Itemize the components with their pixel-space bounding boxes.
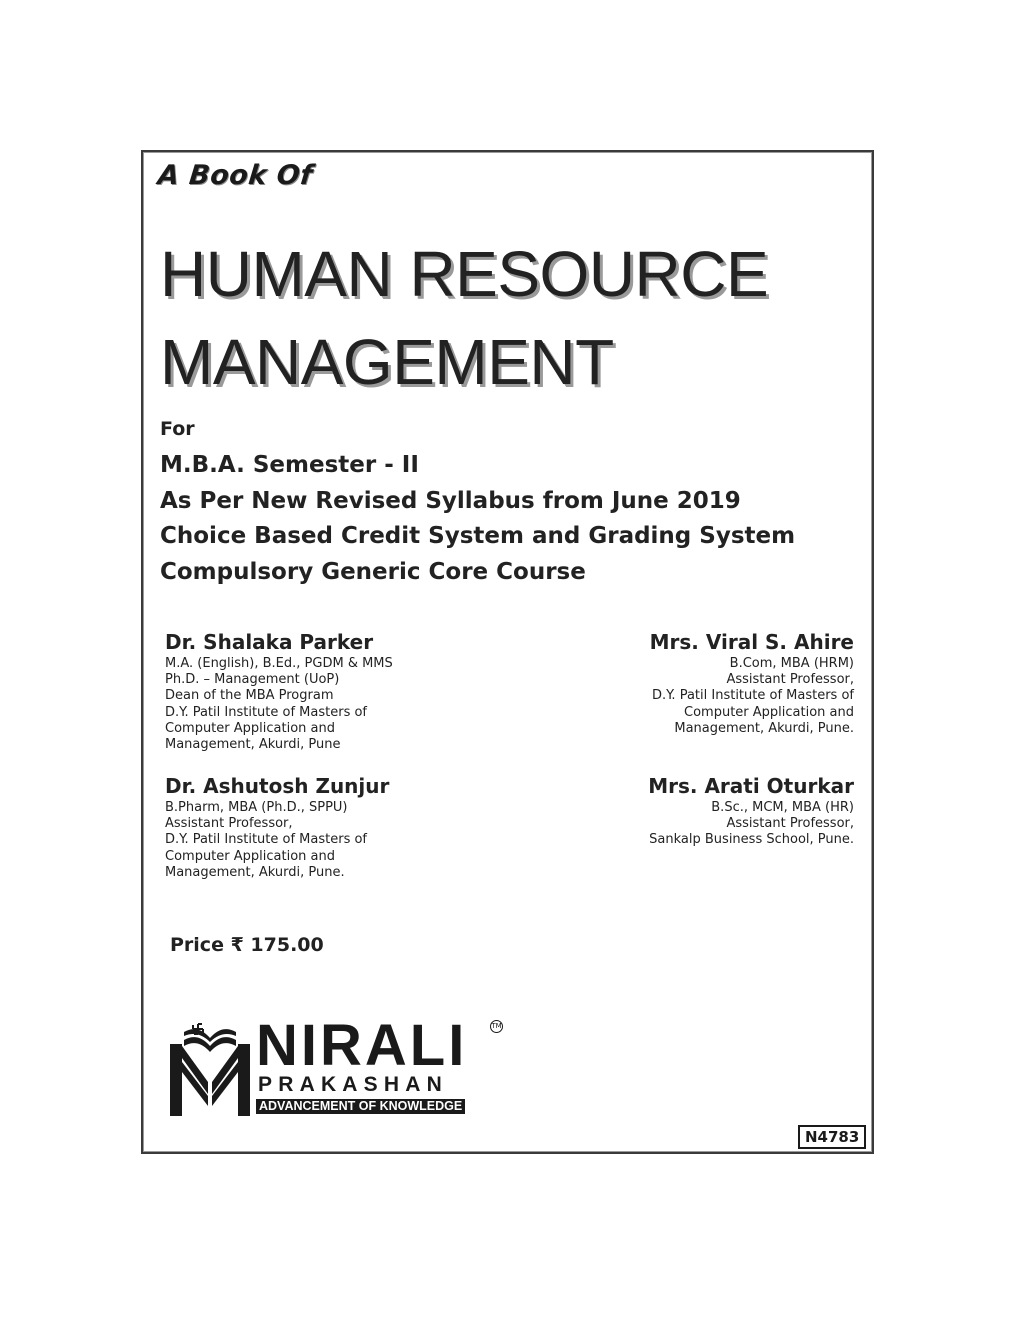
- publisher-name: NIRALI: [256, 1013, 468, 1078]
- publisher-tagline: ADVANCEMENT OF KNOWLEDGE: [256, 1099, 465, 1114]
- publisher-subname: PRAKASHAN: [258, 1073, 448, 1096]
- author-detail: B.Com, MBA (HRM): [729, 656, 854, 671]
- course-info: [160, 448, 795, 590]
- course-line-credit-system: Choice Based Credit System and Grading System: [160, 523, 796, 549]
- author-detail: Management, Akurdi, Pune.: [674, 720, 854, 736]
- author-block-viral-ahire: [524, 630, 854, 737]
- author-detail: Computer Application and: [684, 704, 854, 720]
- course-line-core-course: Compulsory Generic Core Course: [160, 558, 586, 585]
- author-detail: D.Y. Patil Institute of Masters of: [165, 704, 368, 720]
- author-detail: Assistant Professor,: [165, 816, 293, 832]
- author-detail: Assistant Professor,: [726, 672, 854, 688]
- book-of-label: A Book Of: [156, 160, 315, 191]
- author-detail: Dean of the MBA Program: [165, 688, 334, 704]
- course-line-syllabus: As Per New Revised Syllabus from June 2019: [160, 487, 741, 514]
- price-label: Price ₹ 175.00: [170, 934, 324, 956]
- author-detail: B.Pharm, MBA (Ph.D., SPPU): [165, 800, 348, 815]
- author-detail: Computer Application and: [165, 848, 335, 864]
- author-block-ashutosh-zunjur: [165, 774, 495, 881]
- publisher-emblem-icon: [168, 1022, 254, 1117]
- book-title: [160, 230, 768, 406]
- author-detail: D.Y. Patil Institute of Masters of: [165, 832, 368, 848]
- course-line-semester: M.B.A. Semester - II: [160, 452, 419, 478]
- author-detail: Computer Application and: [165, 720, 335, 736]
- author-name: Mrs. Viral S. Ahire: [649, 630, 854, 654]
- author-detail: Management, Akurdi, Pune: [165, 737, 341, 753]
- author-detail: Sankalp Business School, Pune.: [649, 832, 854, 848]
- author-detail: M.A. (English), B.Ed., PGDM & MMS: [165, 656, 393, 671]
- author-detail: Management, Akurdi, Pune.: [165, 864, 345, 880]
- author-detail: Assistant Professor,: [726, 816, 854, 832]
- author-detail: B.Sc., MCM, MBA (HR): [711, 800, 854, 815]
- for-label: For: [160, 418, 195, 440]
- book-title-line-1: HUMAN RESOURCE: [160, 238, 769, 310]
- author-name: Dr. Shalaka Parker: [165, 630, 374, 654]
- author-block-arati-oturkar: [524, 774, 854, 849]
- book-title-line-2: MANAGEMENT: [160, 326, 614, 398]
- author-detail: Ph.D. – Management (UoP): [165, 672, 340, 688]
- author-name: Dr. Ashutosh Zunjur: [165, 774, 390, 798]
- trademark-icon: TM: [490, 1020, 503, 1033]
- publisher-logo: [168, 1013, 508, 1117]
- book-code-badge: N4783: [798, 1125, 866, 1149]
- author-block-shalaka-parker: [165, 630, 495, 753]
- author-name: Mrs. Arati Oturkar: [648, 774, 854, 798]
- author-detail: D.Y. Patil Institute of Masters of: [651, 688, 854, 704]
